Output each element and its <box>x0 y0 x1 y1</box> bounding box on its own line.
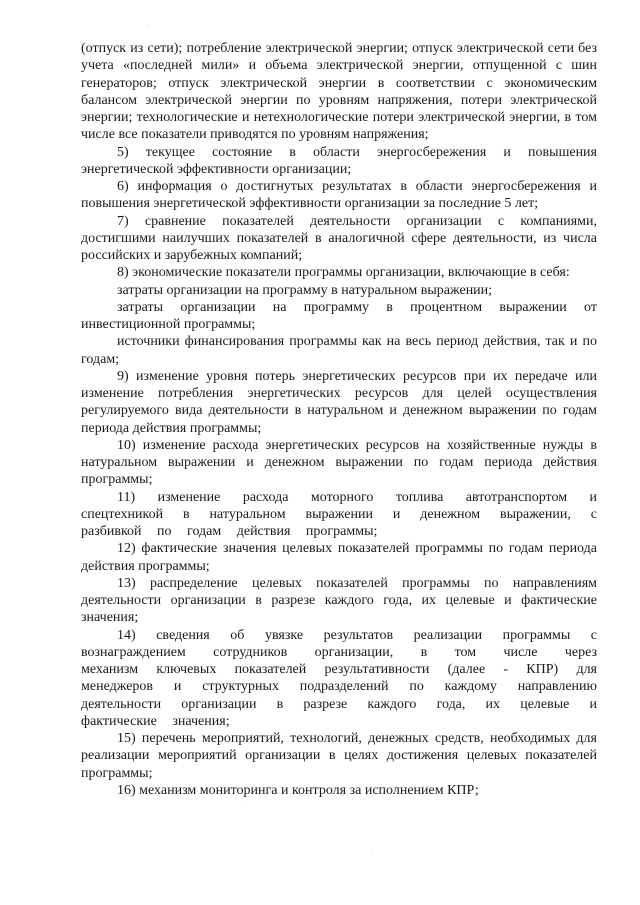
scan-speck: . <box>372 849 374 857</box>
paragraph: 16) механизм мониторинга и контроля за исполнением КПР; <box>117 782 479 798</box>
paragraph: 14) сведения об увязке результатов реализации программы с вознаграждением сотрудников организации, в том числе через механизм ключевых показателей результативности (далее - КПР) для менеджеров и структурных подразделений по каждому направлению деятельности организации в разрезе каждого года, их целевые и фактические значения; <box>81 627 597 729</box>
paragraph: 8) экономические показатели программы организации, включающие в себя: <box>117 265 570 281</box>
paragraph: 6) информация о достигнутых результатах в области энергосбережения и повышения энергетической эффективности организации за последние 5 лет; <box>81 179 597 212</box>
paragraph: 5) текущее состояние в области энергосбережения и повышения энергетической эффективности организации; <box>81 144 597 177</box>
paragraph: (отпуск из сети); потребление электрической энергии; отпуск электрической сети без учета «последней мили» и объема электрической энергии, отпущенной с шин генераторов; отпуск электрической энергии в соответствии с экономическим балансом электрической энергии по уровням напряжения, потери электрической энергии; технологические и нетехнологические потери электрической энергии, в том числе все показатели приводятся по уровням напряжения; <box>81 41 597 143</box>
paragraph: 15) перечень мероприятий, технологий, денежных средств, необходимых для реализации мероприятий организации в целях достижения целевых показателей программы; <box>81 731 597 781</box>
paragraph: 10) изменение расхода энергетических ресурсов на хозяйственные нужды в натуральном выражении и денежном выражении по годам периода действия программы; <box>81 437 597 488</box>
paragraph: источники финансирования программы как на весь период действия, так и по годам; <box>81 334 597 367</box>
paragraph: 9) изменение уровня потерь энергетических ресурсов при их передаче или изменение потребления энергетических ресурсов для целей осуществления регулируемого вида деятельности в натуральном и денежном выражении по годам периода действия программы; <box>81 368 597 436</box>
paragraph: 7) сравнение показателей деятельности организации с компаниями, достигшими наилучших показателей в аналогичной сфере деятельности, из числа российских и зарубежных компаний; <box>81 213 597 263</box>
scan-speck: . <box>148 19 150 27</box>
paragraph: 13) распределение целевых показателей программы по направлениям деятельности организации в разрезе каждого года, их целевые и фактические значения; <box>81 575 597 626</box>
paragraph: 11) изменение расхода моторного топлива автотранспортом и спецтехникой в натуральном выражении и денежном выражении, с разбивкой по годам действия программы; <box>81 489 597 539</box>
scan-speck: · <box>244 799 247 807</box>
paragraph: затраты организации на программу в процентном выражении от инвестиционной программы; <box>81 299 597 332</box>
paragraph: 12) фактические значения целевых показателей программы по годам периода действия программы; <box>81 541 597 574</box>
document-body <box>81 40 597 799</box>
paragraph: затраты организации на программу в натуральном выражении; <box>117 282 493 298</box>
